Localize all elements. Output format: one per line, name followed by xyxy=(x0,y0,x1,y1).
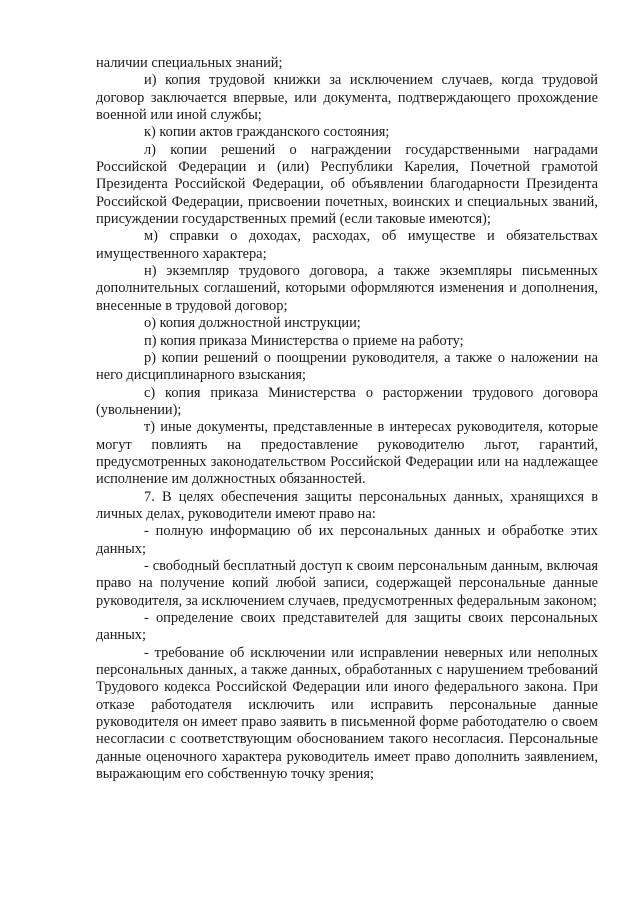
paragraph-item-p: п) копия приказа Министерства о приеме на работу; xyxy=(144,332,464,349)
paragraph-right-access: - свободный бесплатный доступ к своим персональным данным, включая право на получение копий любой записи, содержащей персональные данные руководителя, за исключением случаев, предусмотренных федеральным законом; xyxy=(96,557,598,609)
paragraph-right-representatives: - определение своих представителей для защиты своих персональных данных; xyxy=(96,610,598,644)
paragraph-right-information: - полную информацию об их персональных данных и обработке этих данных; xyxy=(96,523,598,557)
paragraph-item-r: р) копии решений о поощрении руководителя, а также о наложении на него дисциплинарного взыскания; xyxy=(96,349,598,384)
paragraph-item-k: к) копии актов гражданского состояния; xyxy=(144,124,390,141)
paragraph-right-correction: - требование об исключении или исправлении неверных или неполных персональных данных, а также данных, обработанных с нарушением требований Трудового кодекса Российской Федерации или иного федерального закона. При отказе работодателя исключить или исправить персональные данные руководителя он имеет право заявить в письменной форме работодателю о своем несогласии с соответствующим обоснованием такого несогласия. Персональные данные оценочного характера руководитель имеет право дополнить заявлением, выражающим его собственную точку зрения; xyxy=(96,644,598,783)
paragraph-continuation: наличии специальных знаний; xyxy=(96,55,283,71)
paragraph-item-n: н) экземпляр трудового договора, а также экземпляры письменных дополнительных соглашений, которыми оформляются изменения и дополнения, внесенные в трудовой договор; xyxy=(96,263,598,314)
paragraph-item-m: м) справки о доходах, расходах, об имуществе и обязательствах имущественного характера; xyxy=(96,228,598,262)
paragraph-item-s: с) копия приказа Министерства о расторжении трудового договора (увольнении); xyxy=(96,384,598,418)
paragraph-item-l: л) копии решений о награждении государственными наградами Российской Федерации и (или) Республики Карелия, Почетной грамотой Президента Российской Федерации, об объявлении благодарности Президента Российской Федерации, присвоении почетных, воинских и специальных званий, присуждении государственных премий (если таковые имеются); xyxy=(96,141,598,228)
paragraph-item-o: о) копия должностной инструкции; xyxy=(144,315,361,332)
paragraph-item-t: т) иные документы, представленные в интересах руководителя, которые могут повлиять на предоставление руководителю льгот, гарантий, предусмотренных законодательством Российской Федерации или на надлежащее исполнение им должностных обязанностей. xyxy=(96,419,598,488)
paragraph-item-i: и) копия трудовой книжки за исключением случаев, когда трудовой договор заключается впервые, или документа, подтверждающего прохождение военной или иной службы; xyxy=(96,72,598,124)
paragraph-section-7: 7. В целях обеспечения защиты персональных данных, хранящихся в личных делах, руководители имеют право на: xyxy=(96,488,598,522)
document-page xyxy=(96,55,598,783)
